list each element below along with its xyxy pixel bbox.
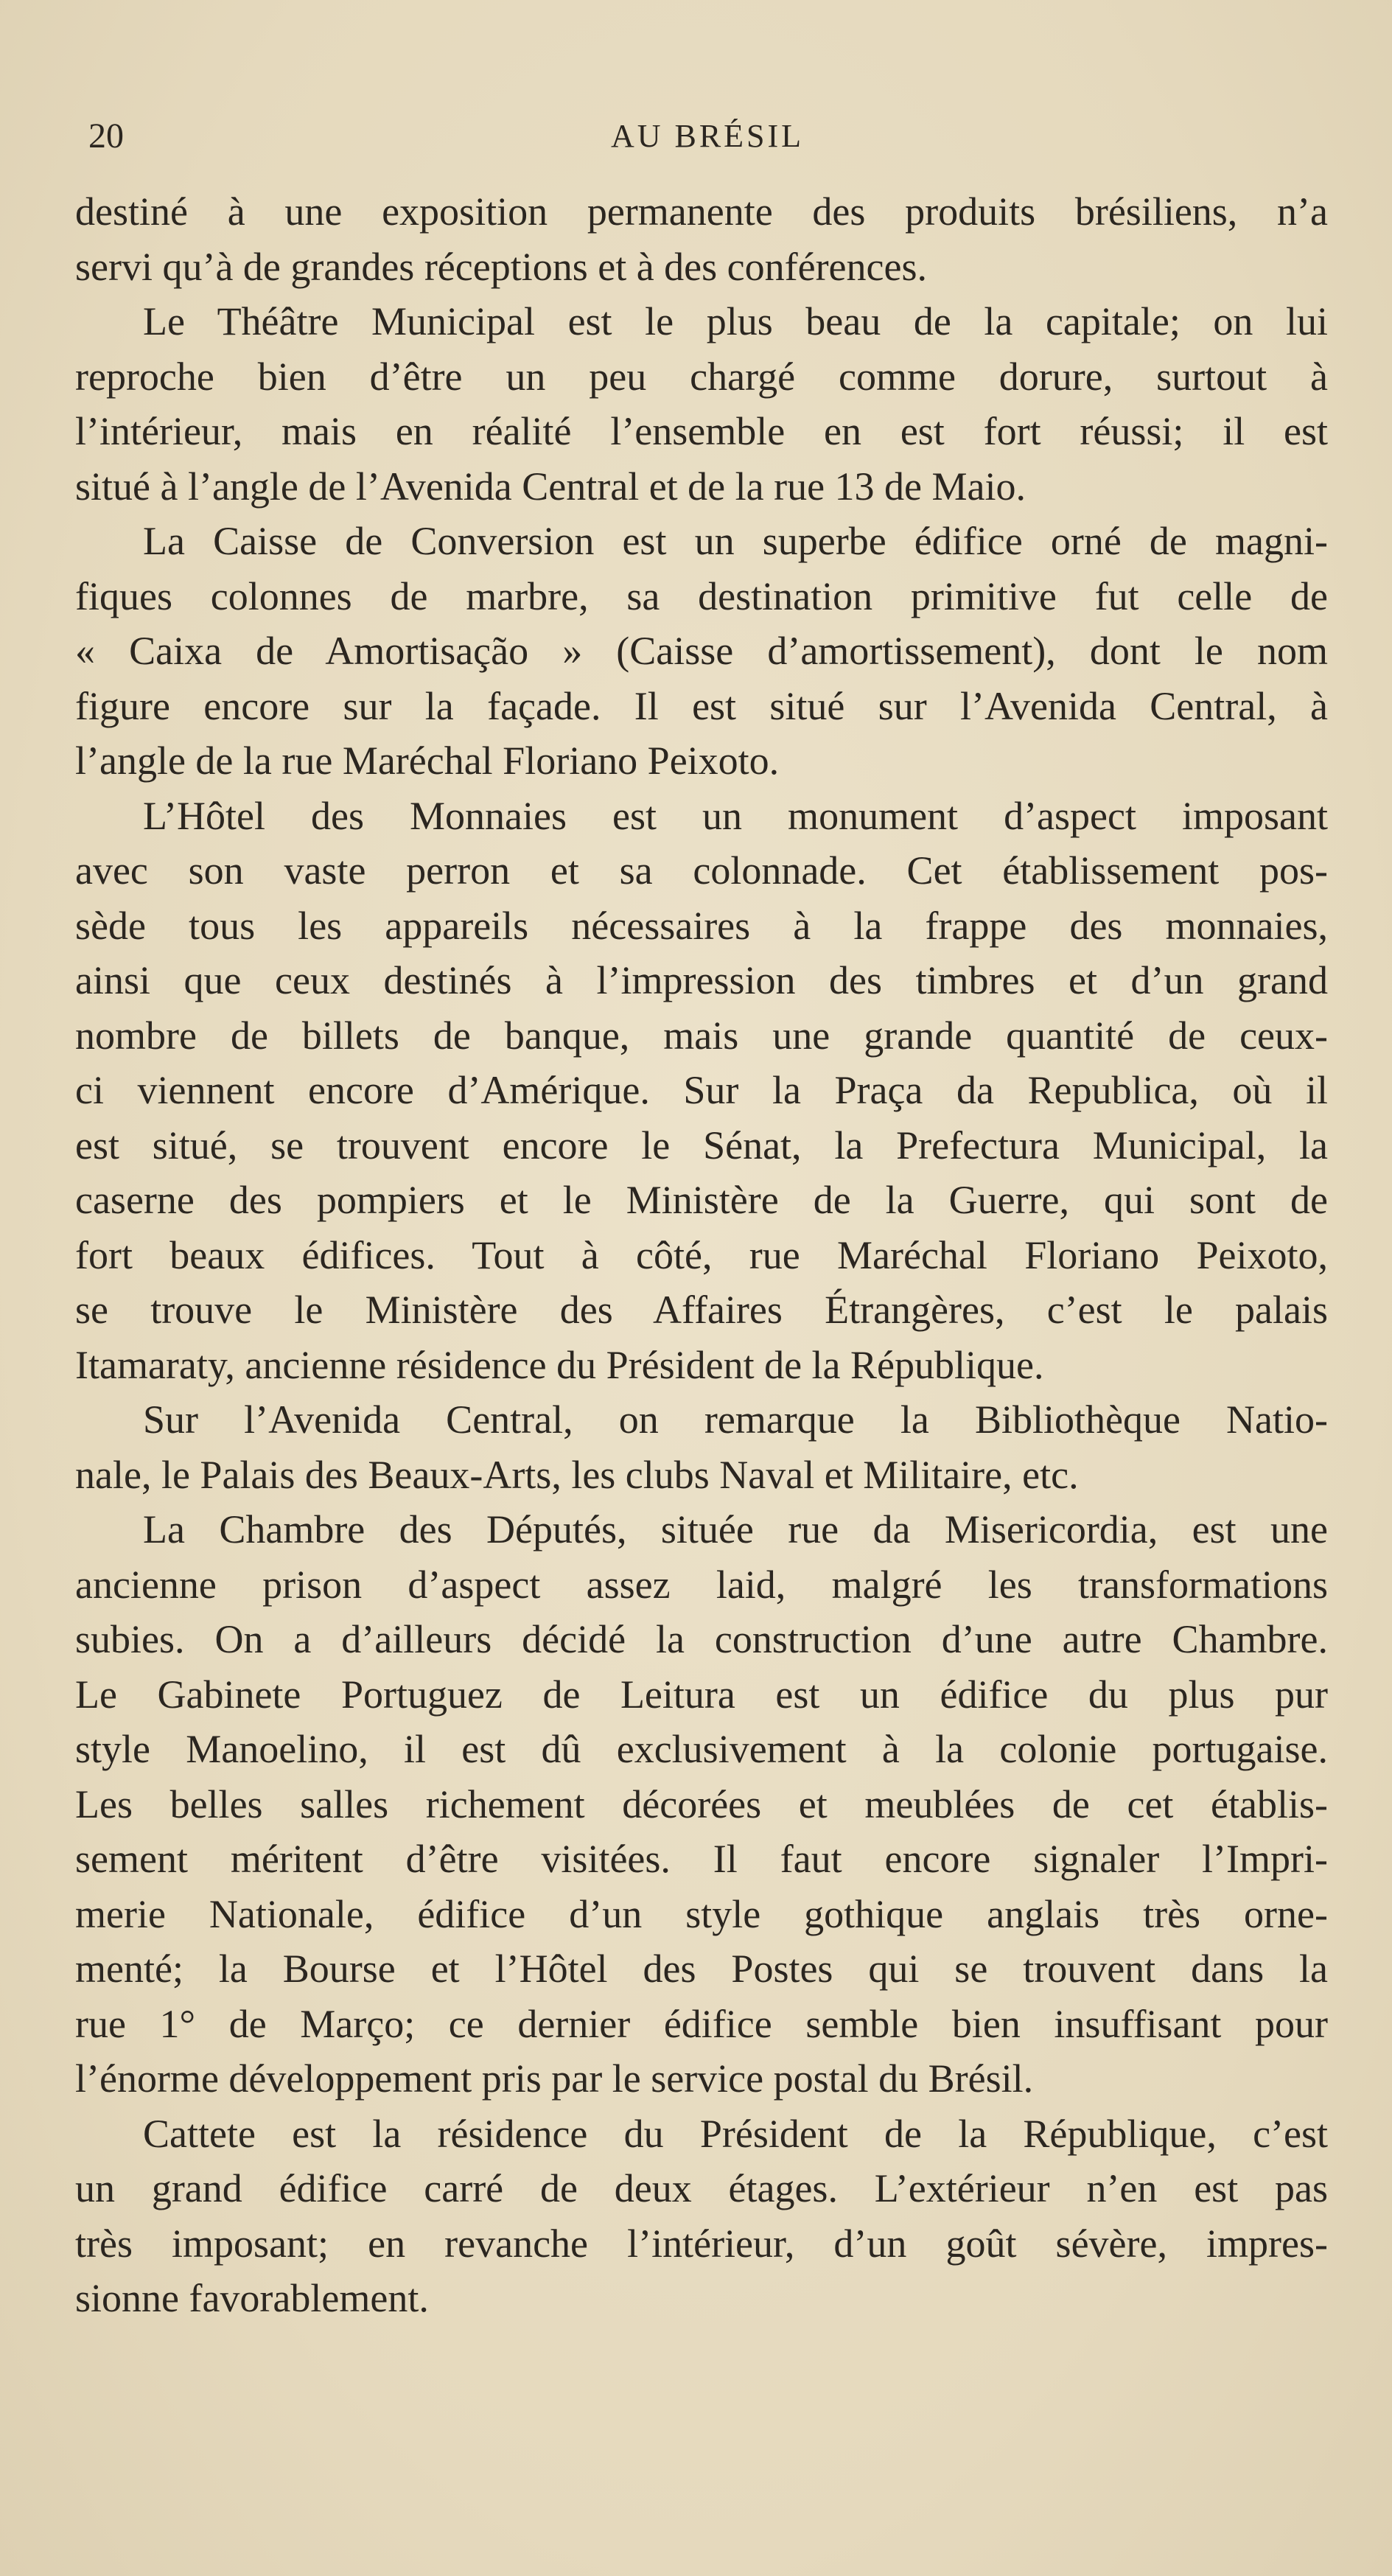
text-line: nombre de billets de banque, mais une grande quantité de ceux-	[75, 1013, 1328, 1058]
text-line: Les belles salles richement décorées et meublées de cet établis-	[75, 1781, 1328, 1826]
text-line: caserne des pompiers et le Ministère de la Guerre, qui sont de	[75, 1178, 1328, 1222]
text-line: destiné à une exposition permanente des produits brésiliens, n’a	[75, 189, 1328, 234]
text-line: sement méritent d’être visitées. Il faut encore signaler l’Impri-	[75, 1837, 1328, 1881]
text-line: Cattete est la résidence du Président de la République, c’est	[143, 2111, 1328, 2156]
text-line: figure encore sur la façade. Il est situé sur l’Avenida Central, à	[75, 683, 1328, 728]
running-head	[88, 111, 1326, 162]
text-line: La Chambre des Députés, située rue da Misericordia, est une	[143, 1507, 1328, 1551]
text-line: Le Gabinete Portuguez de Leitura est un édifice du plus pur	[75, 1672, 1328, 1717]
text-line: situé à l’angle de l’Avenida Central et de la rue 13 de Maio.	[75, 464, 1026, 509]
text-line: L’Hôtel des Monnaies est un monument d’aspect imposant	[143, 793, 1328, 838]
text-line: reproche bien d’être un peu chargé comme dorure, surtout à	[75, 354, 1328, 399]
text-line: ci viennent encore d’Amérique. Sur la Praça da Republica, où il	[75, 1068, 1328, 1112]
text-line: style Manoelino, il est dû exclusivement à la colonie portugaise.	[75, 1727, 1328, 1771]
text-line: ancienne prison d’aspect assez laid, malgré les transformations	[75, 1562, 1328, 1607]
text-line: rue 1° de Março; ce dernier édifice semble bien insuffisant pour	[75, 2001, 1328, 2046]
text-line: l’intérieur, mais en réalité l’ensemble en est fort réussi; il est	[75, 409, 1328, 453]
running-title: AU BRÉSIL	[610, 118, 805, 154]
text-line: Itamaraty, ancienne résidence du Président de la République.	[75, 1342, 1044, 1387]
text-line: Le Théâtre Municipal est le plus beau de la capitale; on lui	[143, 299, 1328, 343]
text-line: sède tous les appareils nécessaires à la frappe des monnaies,	[75, 903, 1328, 948]
text-line: sionne favorablement.	[75, 2276, 429, 2320]
text-line: subies. On a d’ailleurs décidé la construction d’une autre Chambre.	[75, 1617, 1328, 1661]
text-line: Sur l’Avenida Central, on remarque la Bibliothèque Natio-	[143, 1397, 1328, 1442]
text-line: l’énorme développement pris par le service postal du Brésil.	[75, 2056, 1034, 2101]
text-line: menté; la Bourse et l’Hôtel des Postes qui se trouvent dans la	[75, 1947, 1328, 1991]
text-line: « Caixa de Amortisação » (Caisse d’amortissement), dont le nom	[75, 629, 1328, 673]
text-line: est situé, se trouvent encore le Sénat, la Prefectura Municipal, la	[75, 1123, 1328, 1167]
text-line: très imposant; en revanche l’intérieur, d’un goût sévère, impres-	[75, 2221, 1328, 2266]
text-line: nale, le Palais des Beaux-Arts, les clubs Naval et Militaire, etc.	[75, 1452, 1079, 1497]
body-text	[75, 184, 1328, 2326]
text-line: merie Nationale, édifice d’un style gothique anglais très orne-	[75, 1891, 1328, 1936]
text-line: La Caisse de Conversion est un superbe édifice orné de magni-	[143, 519, 1328, 563]
text-line: se trouve le Ministère des Affaires Étrangères, c’est le palais	[75, 1288, 1328, 1332]
text-line: servi qu’à de grandes réceptions et à des conférences.	[75, 244, 927, 289]
text-line: avec son vaste perron et sa colonnade. Cet établissement pos-	[75, 848, 1328, 893]
text-line: un grand édifice carré de deux étages. L’extérieur n’en est pas	[75, 2166, 1328, 2210]
text-line: ainsi que ceux destinés à l’impression des timbres et d’un grand	[75, 958, 1328, 1002]
text-line: l’angle de la rue Maréchal Floriano Peixoto.	[75, 739, 780, 783]
text-line: fort beaux édifices. Tout à côté, rue Maréchal Floriano Peixoto,	[75, 1232, 1328, 1277]
page-number: 20	[88, 116, 124, 156]
text-line: fiques colonnes de marbre, sa destination primitive fut celle de	[75, 573, 1328, 618]
